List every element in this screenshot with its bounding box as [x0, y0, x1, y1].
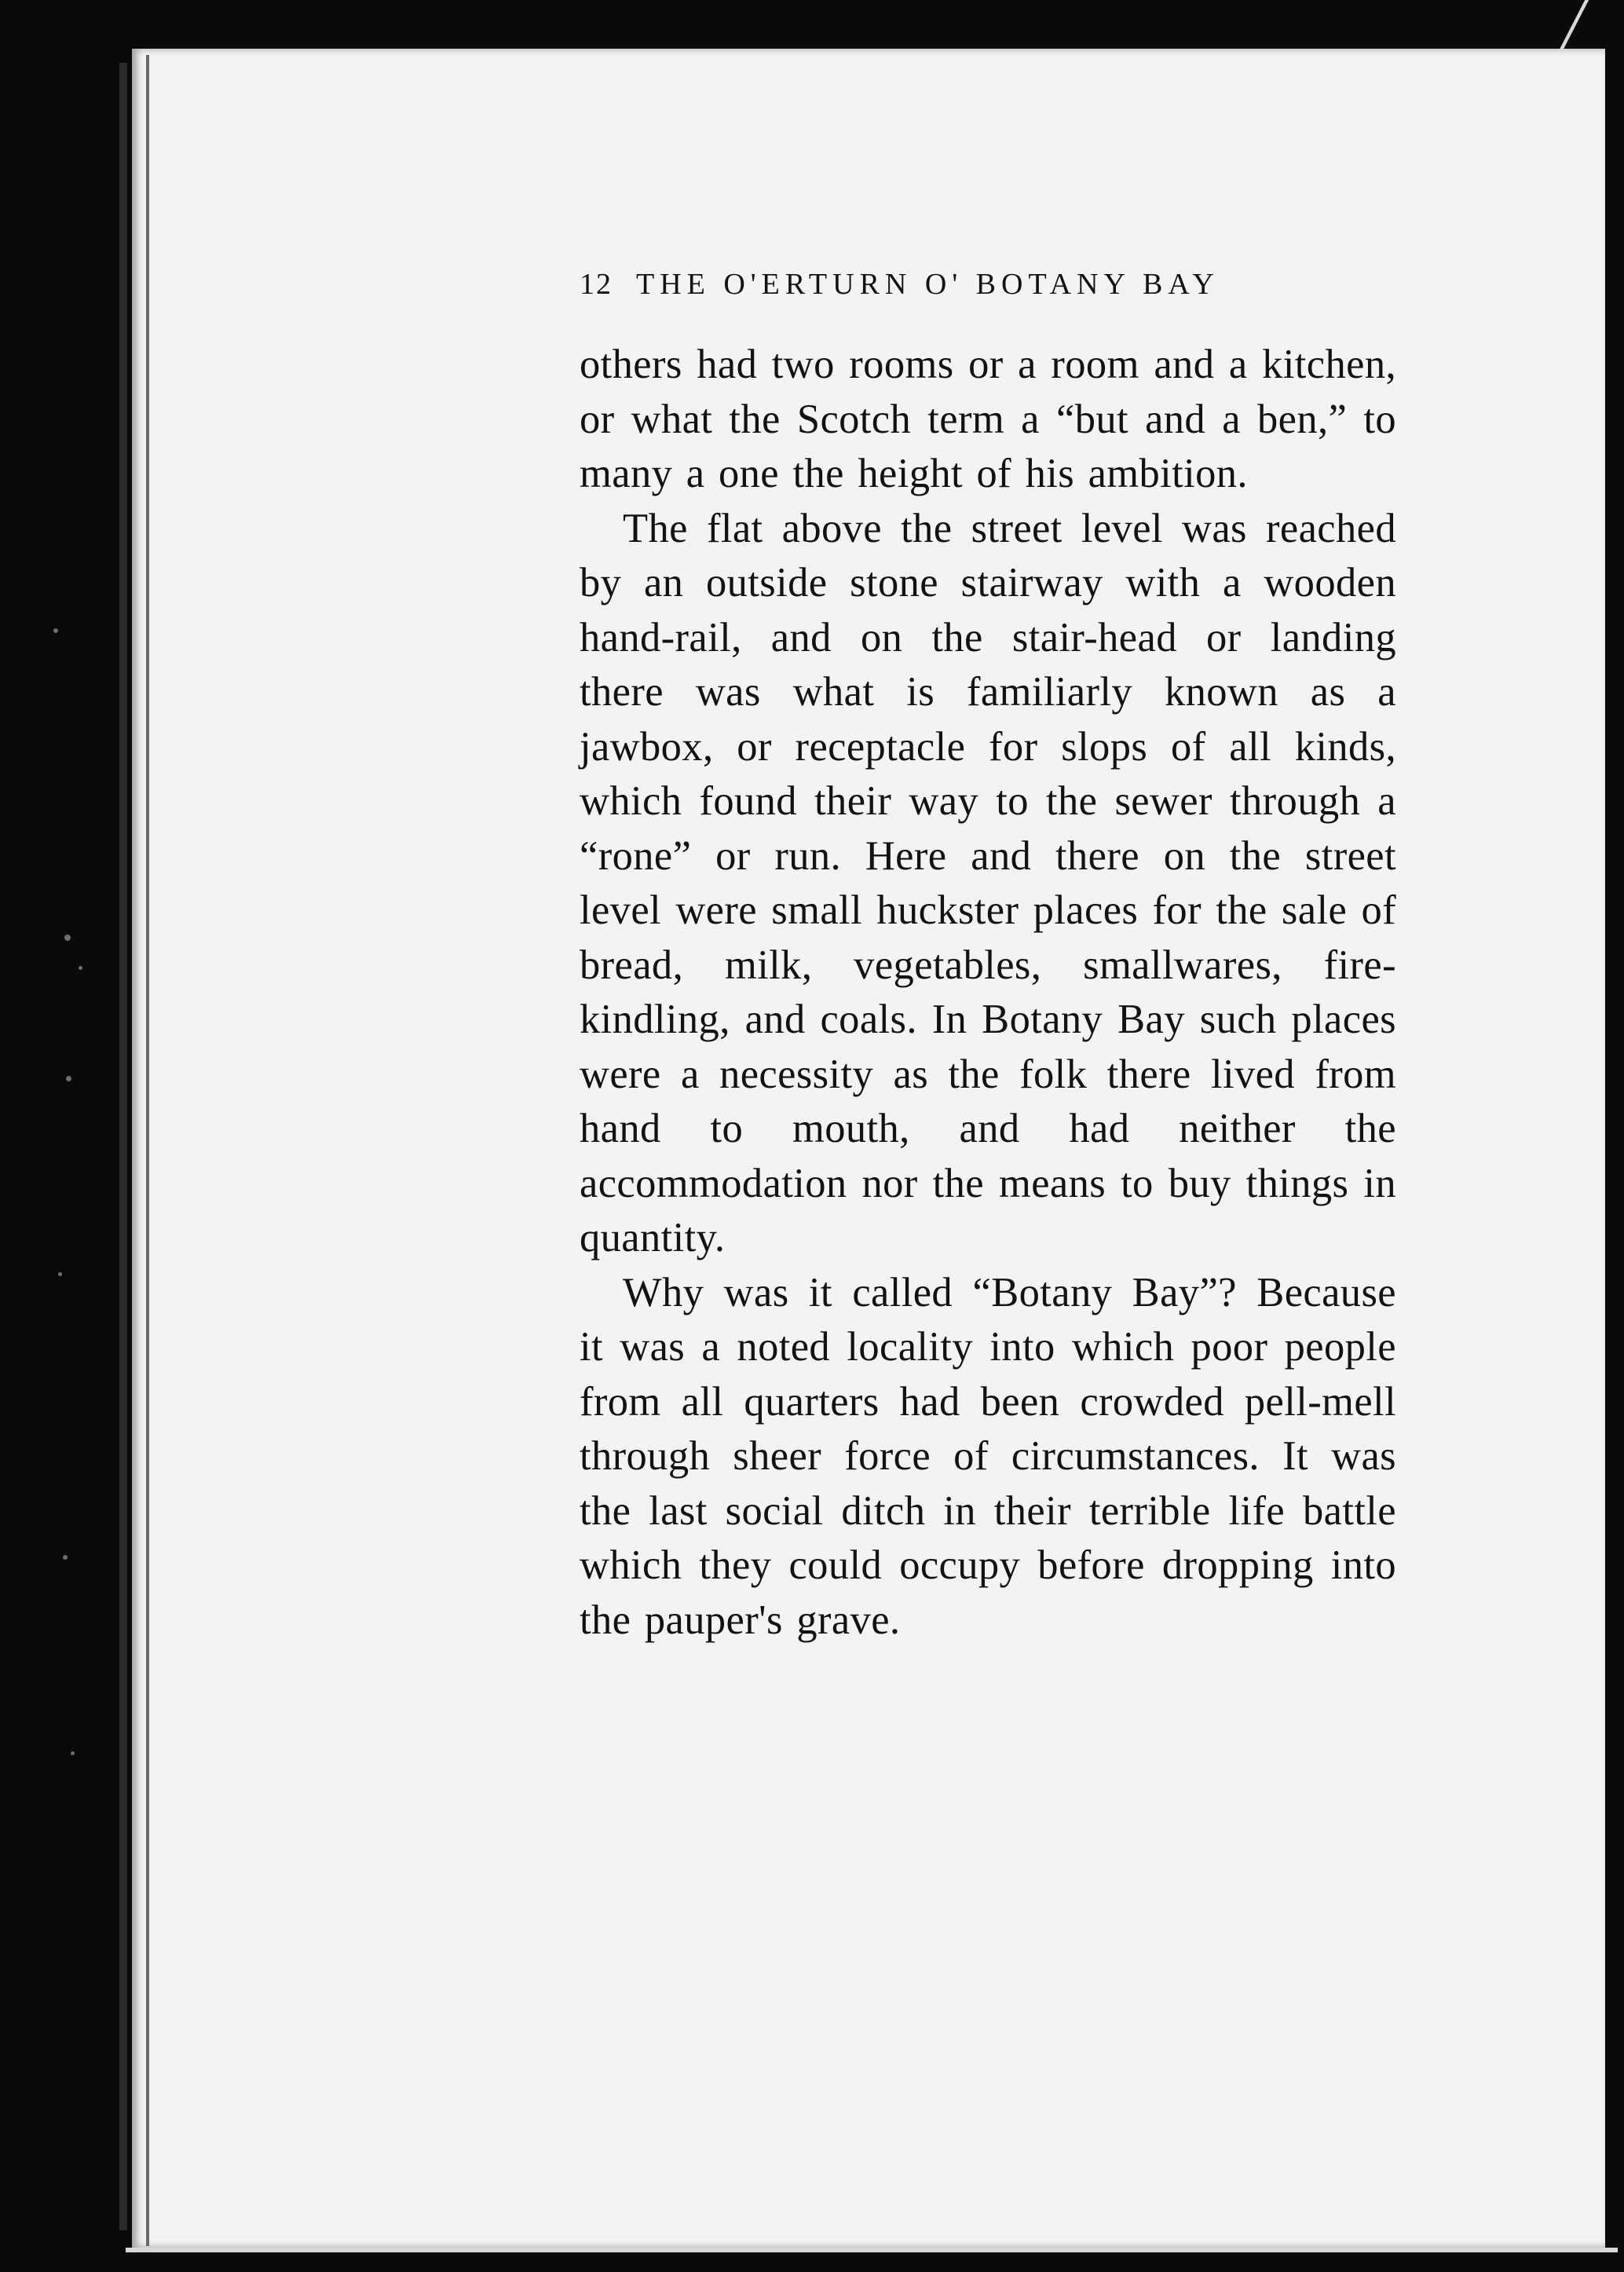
speck — [71, 1751, 75, 1755]
scan-corner-mark: ╱ — [1561, 0, 1588, 50]
running-title: THE O'ERTURN O' BOTANY BAY — [636, 268, 1220, 301]
speck — [63, 1555, 68, 1560]
page-binding-edge — [146, 55, 149, 2246]
margin-specks — [47, 628, 102, 1885]
speck — [58, 1272, 62, 1276]
running-header — [580, 267, 1310, 314]
paragraph-continued: others had two rooms or a room and a kitchen, or what the Scotch term a “but and a ben,” to many a one the height of his ambition. — [580, 342, 1396, 496]
book-spine-shadow — [119, 63, 127, 2230]
speck — [53, 628, 58, 633]
speck — [66, 1076, 71, 1081]
speck — [64, 935, 71, 941]
page-bottom-edge — [126, 2248, 1618, 2252]
body-text — [580, 338, 1396, 1648]
paragraph: Why was it called “Botany Bay”? Because it was a noted locality into which poor people from all quarters had been crowded pell-mell through sheer force of circumstances. It was the last social ditch in their terrible life battle which they could occupy before dropping into the pauper's grave. — [580, 1269, 1396, 1643]
page-text — [580, 267, 1396, 1648]
paragraph: The flat above the street level was reached by an outside stone stairway with a wooden hand-rail, and on the stair-head or landing there was what is familiarly known as a jawbox, or receptacle for slops of all kinds, which found their way to the sewer through a “rone” or run. Here and there on the street level were small huckster places for the sale of bread, milk, vegetables, smallwares, fire-kindling, and coals. In Botany Bay such places were a necessity as the folk there lived from hand to mouth, and had neither the accommodation nor the means to buy things in quantity. — [580, 505, 1396, 1260]
page-number: 12 — [580, 268, 613, 301]
speck — [79, 966, 82, 970]
